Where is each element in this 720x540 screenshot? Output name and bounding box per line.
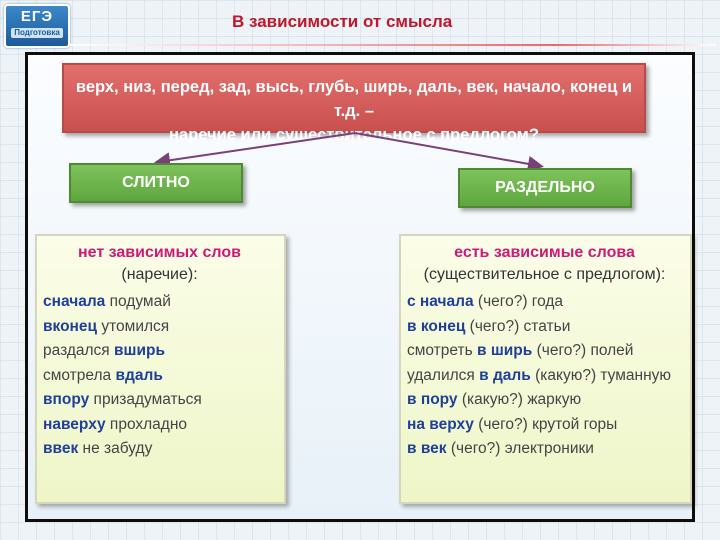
example-text: смотрела <box>43 366 116 384</box>
example-text: (чего?) статьи <box>465 317 571 335</box>
example-line <box>407 437 682 462</box>
panel-adverb-subheading: (наречие): <box>121 266 198 283</box>
example-line <box>43 413 276 438</box>
example-text: (чего?) года <box>473 293 564 310</box>
adverb-example-list <box>43 290 276 462</box>
question-line-1: верх, низ, перед, зад, высь, глубь, ширь, даль, век, начало, конец и т.д. – <box>75 78 633 120</box>
logo-sub-text: Подготовка <box>11 28 63 38</box>
example-keyword: вширь <box>114 342 165 359</box>
example-line <box>43 364 276 389</box>
panel-noun-subheading: (существительное с предлогом): <box>423 266 666 283</box>
example-keyword: с начала <box>407 293 474 310</box>
example-line <box>43 290 276 315</box>
noun-example-list <box>407 290 682 462</box>
example-line <box>407 413 682 438</box>
example-keyword: в ширь <box>477 342 533 359</box>
example-text: (какую?) туманную <box>530 366 672 384</box>
example-line <box>43 339 276 364</box>
page-title: В зависимости от смысла <box>232 12 453 31</box>
panel-adverb-heading: нет зависимых слов <box>78 244 241 261</box>
example-text: призадуматься <box>89 391 202 408</box>
example-text: смотреть <box>407 342 477 359</box>
example-keyword: вконец <box>43 317 98 335</box>
example-line <box>407 364 682 389</box>
example-text: (чего?) крутой горы <box>473 415 618 433</box>
example-text: удалился <box>407 366 480 384</box>
example-keyword: на верху <box>407 415 474 433</box>
example-keyword: ввек <box>43 440 79 457</box>
panel-noun-heading: есть зависимые слова <box>454 244 635 261</box>
example-text: прохладно <box>105 415 188 433</box>
example-line <box>407 388 682 413</box>
example-keyword: в даль <box>479 366 531 384</box>
example-line <box>407 315 682 340</box>
example-keyword: впору <box>43 391 90 408</box>
example-text: не забуду <box>78 440 153 457</box>
example-keyword: в век <box>407 440 447 457</box>
example-line <box>407 339 682 364</box>
example-text: подумай <box>105 293 171 310</box>
example-line <box>43 388 276 413</box>
example-text: (чего?) полей <box>532 342 634 359</box>
example-line <box>43 315 276 340</box>
choice-separate: РАЗДЕЛЬНО <box>458 168 632 208</box>
example-line <box>407 290 682 315</box>
example-text: (чего?) электроники <box>446 440 594 457</box>
example-keyword: вдаль <box>115 366 163 384</box>
example-keyword: наверху <box>43 415 106 433</box>
arrow-to-separate <box>355 133 540 166</box>
example-text: (какую?) жаркую <box>457 391 582 408</box>
logo-main-text: ЕГЭ <box>20 8 54 25</box>
example-text: раздался <box>43 342 114 359</box>
example-line <box>43 437 276 462</box>
panel-noun-preposition <box>399 234 692 504</box>
example-keyword: в пору <box>407 391 458 408</box>
example-keyword: в конец <box>407 317 466 335</box>
arrow-to-together <box>158 133 355 162</box>
question-line-2: наречие или существительное с предлогом? <box>169 126 539 144</box>
example-text: утомился <box>97 317 170 335</box>
example-keyword: сначала <box>43 293 106 310</box>
panel-adverb <box>35 234 286 504</box>
choice-together: СЛИТНО <box>69 163 243 203</box>
